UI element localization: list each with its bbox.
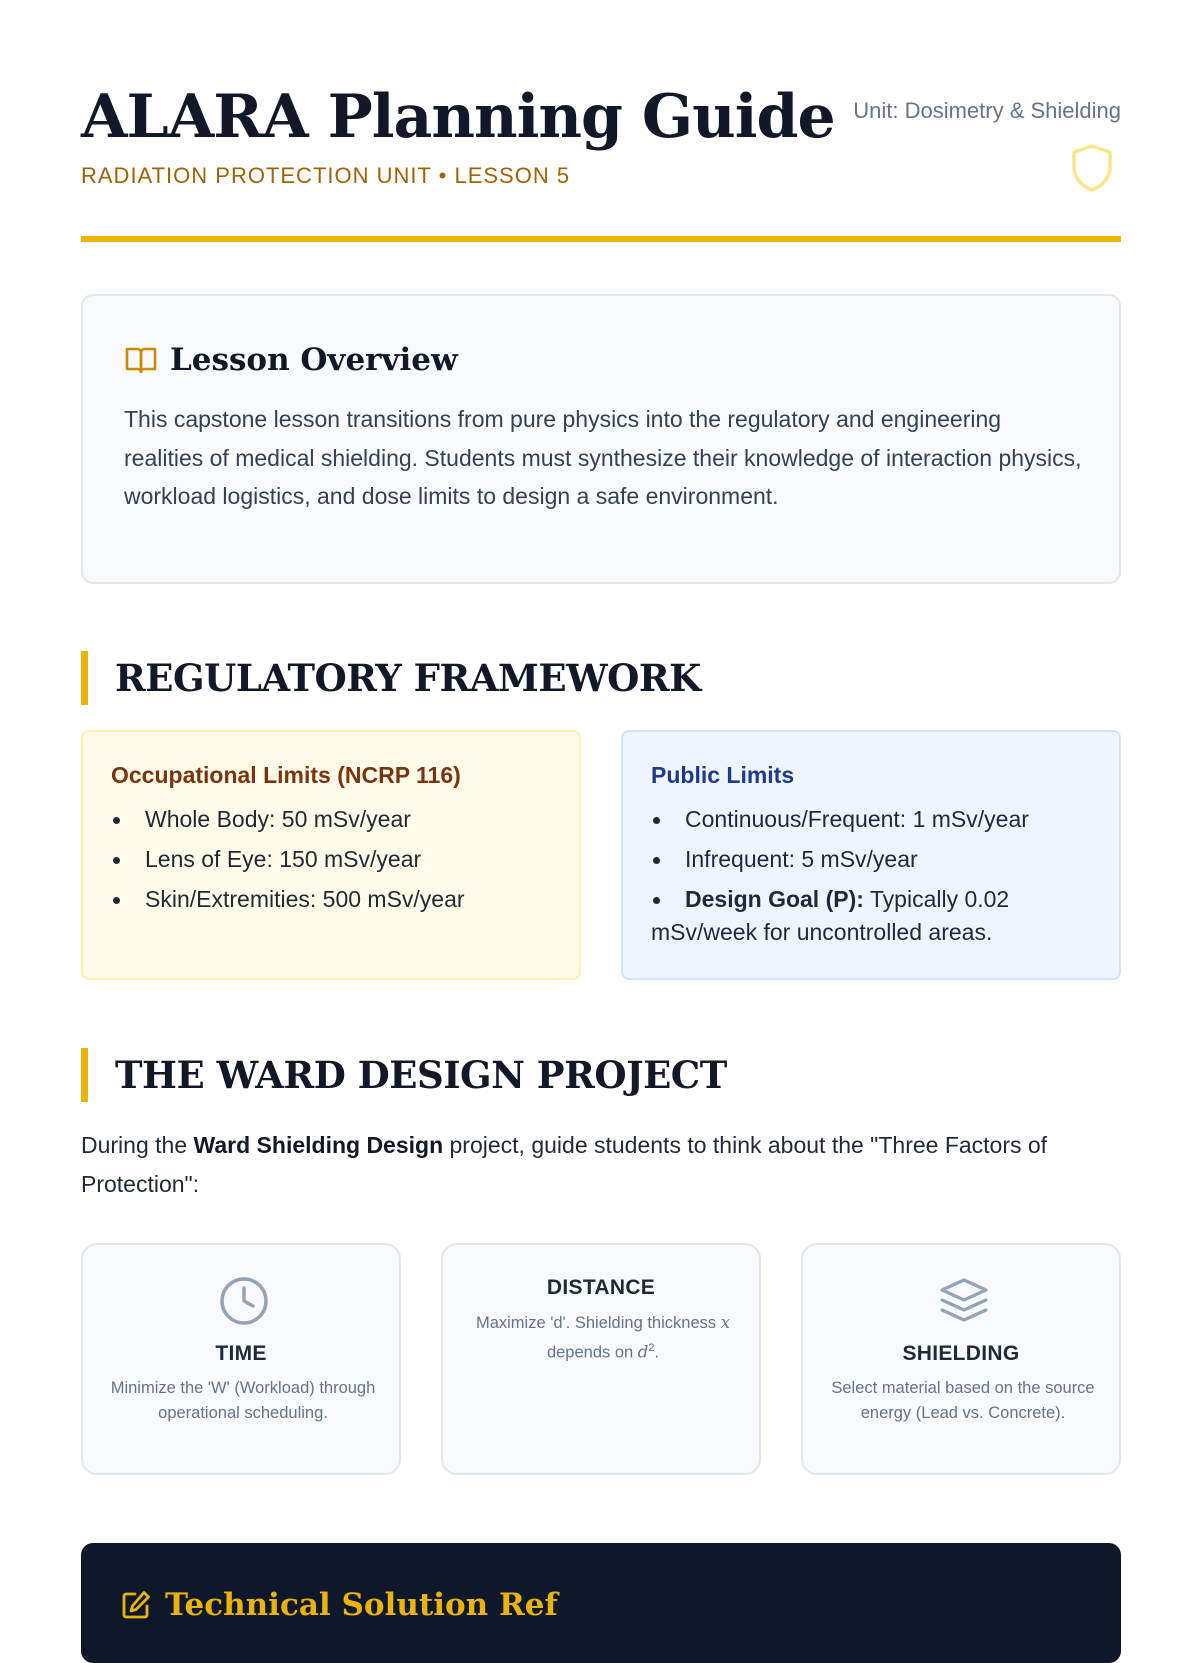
- var-x: x: [720, 1313, 731, 1332]
- var-d: d: [637, 1342, 649, 1362]
- factor-name: TIME: [215, 1342, 267, 1365]
- lesson-overview-header: [124, 342, 458, 378]
- occupational-limits-title: Occupational Limits (NCRP 116): [111, 762, 461, 788]
- factor-card-distance: [441, 1243, 761, 1475]
- book-open-icon: [124, 345, 158, 375]
- factor-description: Minimize the 'W' (Workload) through operational scheduling.: [110, 1379, 376, 1422]
- ward-intro-after: project, guide students to think about the "Three Factors of Protection":: [81, 1132, 1048, 1197]
- technical-solution-header: [121, 1587, 558, 1623]
- list-item: Skin/Extremities: 500 mSv/year: [111, 883, 553, 916]
- factor-card-time: [81, 1243, 401, 1475]
- factor-name: DISTANCE: [546, 1276, 656, 1299]
- design-goal-text: Typically 0.02 mSv/week for uncontrolled areas.: [651, 886, 1010, 945]
- factor-description: [469, 1310, 737, 1366]
- page-header: [81, 0, 1121, 242]
- layers-icon: [938, 1275, 990, 1327]
- list-item-design-goal: [651, 883, 1093, 949]
- unit-label: Unit: Dosimetry & Shielding: [853, 98, 1121, 123]
- public-limits-title: Public Limits: [651, 762, 795, 788]
- factor-name: SHIELDING: [902, 1342, 1020, 1365]
- list-item: Lens of Eye: 150 mSv/year: [111, 843, 553, 876]
- edit-icon: [121, 1590, 151, 1620]
- ward-project-name: Ward Shielding Design: [193, 1132, 444, 1158]
- page: [81, 0, 1121, 1623]
- desc-part: .: [654, 1343, 660, 1362]
- technical-solution-card: [81, 1543, 1121, 1663]
- page-subtitle: RADIATION PROTECTION UNIT • LESSON 5: [81, 163, 571, 188]
- technical-solution-title: Technical Solution Ref: [165, 1587, 558, 1623]
- ward-intro-text: [81, 1126, 1131, 1203]
- lesson-overview-text: This capstone lesson transitions from pure physics into the regulatory and engineering realities of medical shielding. Students must synthesize their knowledge of interaction physics, workload logistics, and dose limits to design a safe environment.: [124, 406, 1082, 509]
- public-limits-list: [651, 803, 1093, 949]
- lesson-overview-card: [81, 294, 1121, 584]
- section-title: REGULATORY FRAMEWORK: [115, 656, 701, 700]
- lesson-overview-title: Lesson Overview: [170, 342, 458, 378]
- exponent: 2: [648, 1342, 655, 1354]
- clock-icon: [218, 1275, 270, 1327]
- desc-part: Maximize 'd'. Shielding thickness: [475, 1314, 721, 1332]
- list-item: Whole Body: 50 mSv/year: [111, 803, 553, 836]
- shield-icon: [1069, 143, 1115, 193]
- page-title: ALARA Planning Guide: [81, 82, 835, 152]
- list-item: Continuous/Frequent: 1 mSv/year: [651, 803, 1093, 836]
- list-item: Infrequent: 5 mSv/year: [651, 843, 1093, 876]
- section-heading-regulatory: [81, 651, 701, 705]
- factor-card-shielding: [801, 1243, 1121, 1475]
- occupational-limits-card: [81, 730, 581, 980]
- desc-part: depends on: [546, 1343, 638, 1362]
- design-goal-label: Design Goal (P):: [685, 886, 864, 912]
- ward-intro-before: During the: [81, 1132, 194, 1158]
- occupational-limits-list: [111, 803, 553, 916]
- factor-description: Select material based on the source energy (Lead vs. Concrete).: [831, 1379, 1095, 1422]
- section-heading-ward: [81, 1048, 727, 1102]
- public-limits-card: [621, 730, 1121, 980]
- section-title: THE WARD DESIGN PROJECT: [115, 1053, 727, 1097]
